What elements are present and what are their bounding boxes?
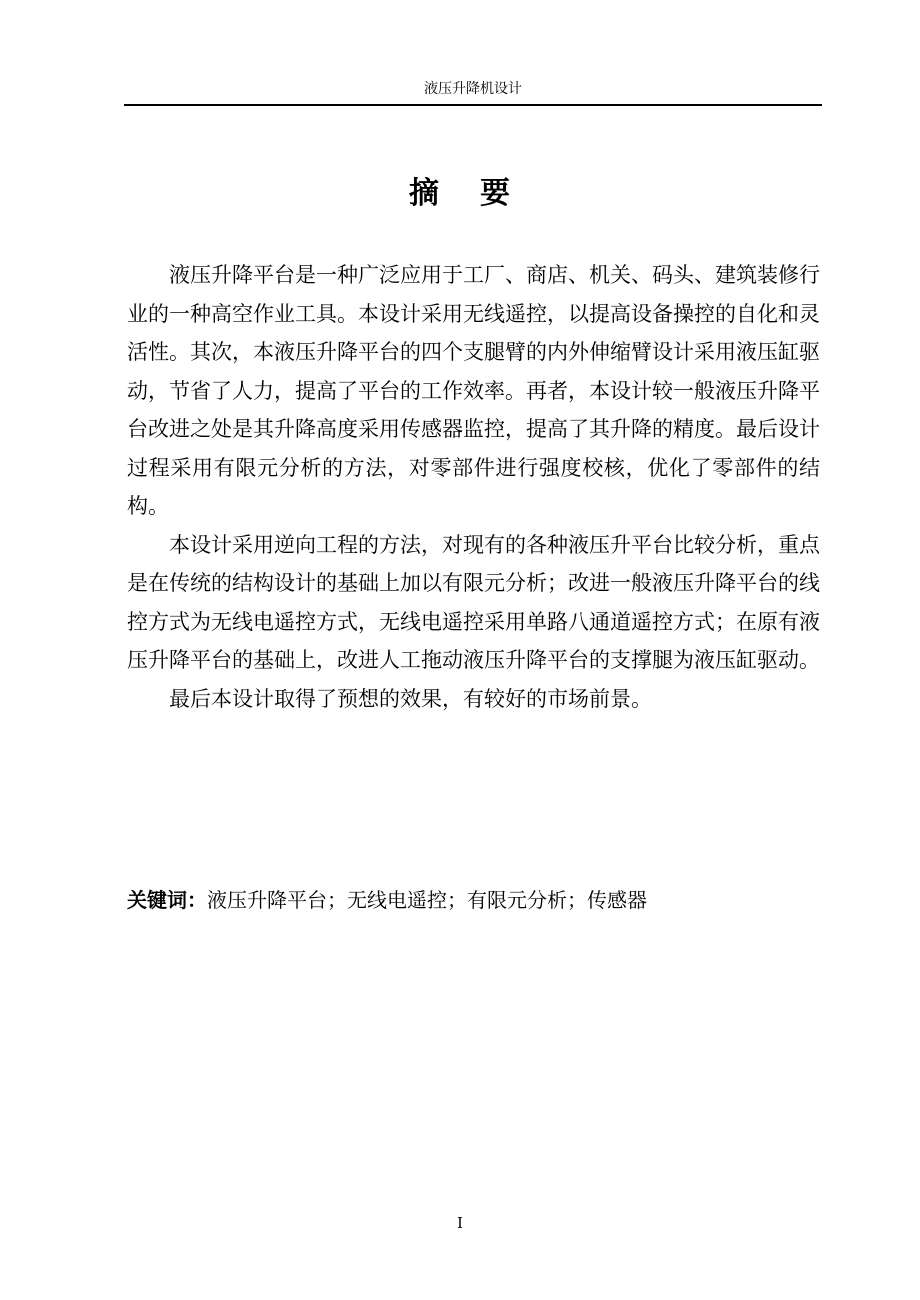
abstract-paragraph-3: 最后本设计取得了预想的效果，有较好的市场前景。 [169,686,652,711]
abstract-paragraph-2: 本设计采用逆向工程的方法，对现有的各种液压升平台比较分析，重点是在传统的结构设计的基础上加以有限元分析；改进一般液压升降平台的线控方式为无线电遥控方式，无线电遥控采用单路八通道遥控方式；在原有液压升降平台的基础上，改进人工拖动液压升降平台的支撑腿为液压缸驱动。 [127,532,820,672]
abstract-body [127,256,820,718]
page-number: I [457,1214,463,1232]
title-char-1: 摘 [409,176,440,211]
keywords-text: 液压升降平台；无线电遥控；有限元分析；传感器 [207,888,647,912]
title-char-2: 要 [480,176,511,211]
keywords-label: 关键词： [127,888,207,912]
header-title: 液压升降机设计 [424,81,522,97]
keywords-line [127,882,820,918]
page-title [0,168,920,212]
page-header [124,78,822,106]
abstract-paragraph-1: 液压升降平台是一种广泛应用于工厂、商店、机关、码头、建筑装修行业的一种高空作业工具。本设计采用无线遥控，以提高设备操控的自化和灵活性。其次，本液压升降平台的四个支腿臂的内外伸缩臂设计采用液压缸驱动，节省了人力，提高了平台的工作效率。再者，本设计较一般液压升降平台改进之处是其升降高度采用传感器监控，提高了其升降的精度。最后设计过程采用有限元分析的方法，对零部件进行强度校核，优化了零部件的结构。 [127,263,820,518]
